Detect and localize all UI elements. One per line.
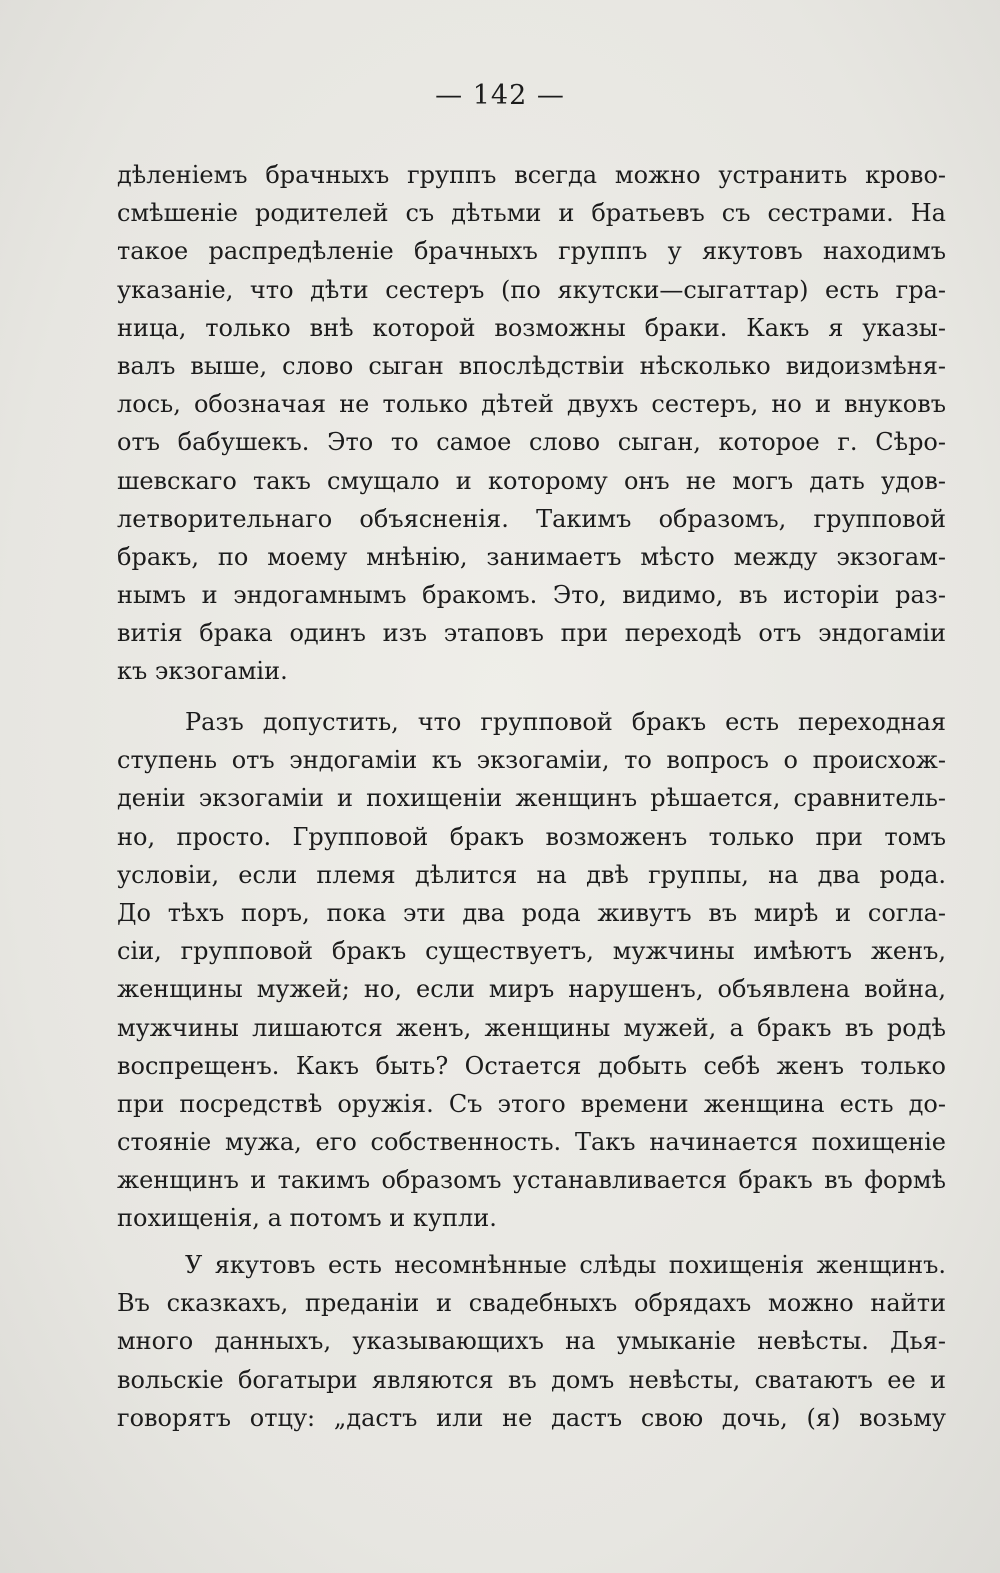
- text-line: дѣленіемъ брачныхъ группъ всегда можно устранить крово-: [117, 161, 946, 189]
- text-line: стояніе мужа, его собственность. Такъ начинается похищеніе: [117, 1128, 946, 1157]
- text-line: вольскіе богатыри являются въ домъ невѣсты, сватаютъ ее и: [117, 1365, 946, 1394]
- text-line: сіи, групповой бракъ существуетъ, мужчины имѣютъ женъ,: [117, 937, 946, 966]
- text-line: указаніе, что дѣти сестеръ (по якутски—сыгаттар) есть гра-: [117, 275, 946, 304]
- text-line: У якутовъ есть несомнѣнные слѣды похищенія женщинъ.: [185, 1251, 946, 1279]
- paragraph-2: [117, 703, 946, 1238]
- text-line: похищенія, а потомъ и купли.: [117, 1204, 497, 1233]
- text-line: много данныхъ, указывающихъ на умыканіе невѣсты. Дья-: [117, 1327, 946, 1356]
- text-line: женщины мужей; но, если миръ нарушенъ, объявлена война,: [117, 975, 946, 1004]
- page-number: — 142 —: [435, 80, 565, 111]
- text-line: условіи, если племя дѣлится на двѣ группы, на два рода.: [117, 860, 946, 889]
- paragraph-3: [117, 1246, 946, 1437]
- text-line: нымъ и эндогамнымъ бракомъ. Это, видимо, въ исторіи раз-: [117, 581, 946, 610]
- text-line: шевскаго такъ смущало и которому онъ не могъ дать удов-: [117, 466, 946, 495]
- text-line: До тѣхъ поръ, пока эти два рода живутъ въ мирѣ и согла-: [117, 898, 946, 927]
- text-line: отъ бабушекъ. Это то самое слово сыган, которое г. Сѣро-: [117, 428, 946, 457]
- text-line: но, просто. Групповой бракъ возможенъ только при томъ: [117, 822, 946, 851]
- text-line: ступень отъ эндогаміи къ экзогаміи, то вопросъ о происхож-: [117, 746, 946, 775]
- text-line: Разъ допустить, что групповой бракъ есть переходная: [185, 708, 946, 736]
- text-line: мужчины лишаются женъ, женщины мужей, а бракъ въ родѣ: [117, 1013, 946, 1042]
- text-line: говорятъ отцу: „дастъ или не дастъ свою дочь, (я) возьму: [117, 1403, 946, 1432]
- text-line: къ экзогаміи.: [117, 657, 288, 686]
- text-line: лось, обозначая не только дѣтей двухъ сестеръ, но и внуковъ: [117, 390, 946, 419]
- text-line: ница, только внѣ которой возможны браки. Какъ я указы-: [117, 313, 946, 342]
- text-line: деніи экзогаміи и похищеніи женщинъ рѣшается, сравнитель-: [117, 784, 946, 813]
- text-line: воспрещенъ. Какъ быть? Остается добыть себѣ женъ только: [117, 1051, 946, 1080]
- text-line: летворительнаго объясненія. Такимъ образомъ, групповой: [117, 504, 946, 533]
- text-line: бракъ, по моему мнѣнію, занимаетъ мѣсто между экзогам-: [117, 542, 946, 571]
- text-line: смѣшеніе родителей съ дѣтьми и братьевъ съ сестрами. На: [117, 199, 946, 228]
- text-line: валъ выше, слово сыган впослѣдствіи нѣсколько видоизмѣня-: [117, 351, 946, 380]
- text-line: такое распредѣленіе брачныхъ группъ у якутовъ находимъ: [117, 237, 946, 266]
- text-line: при посредствѣ оружія. Съ этого времени женщина есть до-: [117, 1089, 946, 1118]
- text-line: витія брака одинъ изъ этаповъ при переходѣ отъ эндогаміи: [117, 619, 946, 648]
- text-line: Въ сказкахъ, преданіи и свадебныхъ обрядахъ можно найти: [117, 1289, 946, 1318]
- paragraph-1: [117, 156, 946, 691]
- text-line: женщинъ и такимъ образомъ устанавливается бракъ въ формѣ: [117, 1166, 946, 1195]
